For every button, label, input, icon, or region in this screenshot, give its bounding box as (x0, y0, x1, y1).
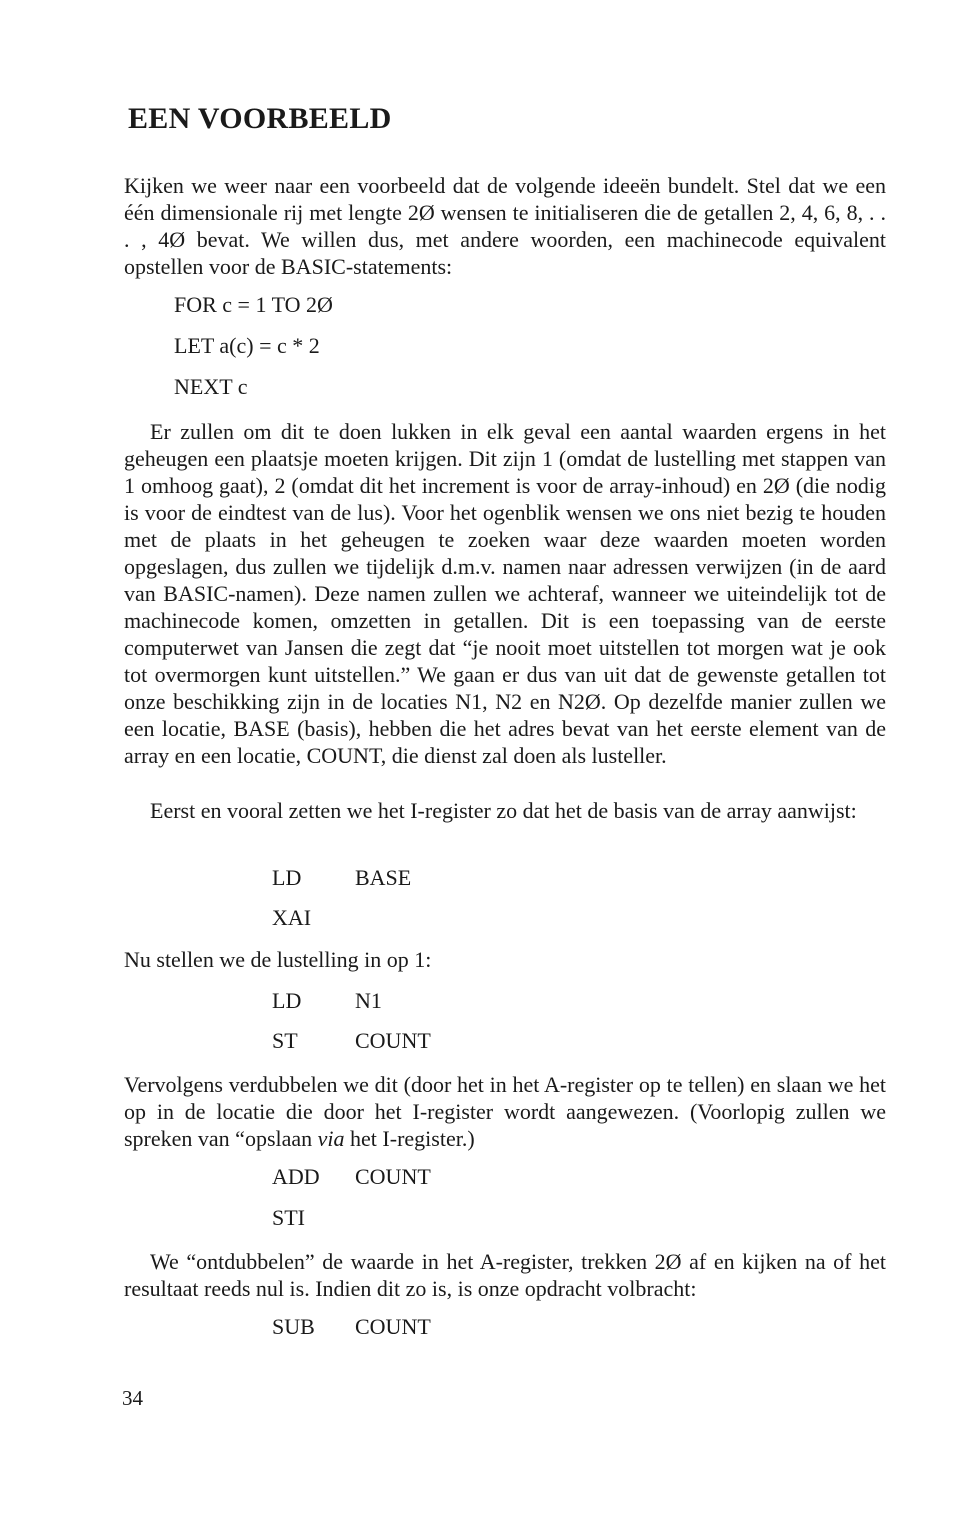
code-line (272, 904, 355, 931)
code-opcode: STI (272, 1205, 305, 1230)
paragraph-double-value (124, 1071, 886, 1152)
code-opcode: SUB (272, 1314, 315, 1339)
code-operand: COUNT (355, 1028, 431, 1053)
code-operand: BASE (355, 865, 412, 890)
code-line (272, 1204, 355, 1231)
page-number: 34 (122, 1386, 143, 1410)
code-line (272, 1313, 431, 1340)
code-line (272, 987, 382, 1014)
italic-via: via (317, 1126, 345, 1151)
basic-statement-for: FOR c = 1 TO 2Ø (174, 292, 333, 317)
paragraph-text: het I-register.) (344, 1126, 475, 1151)
code-line (272, 1027, 431, 1054)
code-opcode: XAI (272, 905, 312, 930)
paragraph-undouble: We “ontdubbelen” de waarde in het A-register, trekken 2Ø af en kijken na of het resultaat reeds nul is. Indien dit zo is, is onze opdracht volbracht: (124, 1249, 886, 1301)
section-heading: EEN VOORBEELD (128, 102, 392, 135)
paragraph-storage-values: Er zullen om dit te doen lukken in elk geval een aantal waarden ergens in het geheugen een plaatsje moeten krijgen. Dit zijn 1 (omdat de lustelling met stappen van 1 omhoog gaat), 2 (omdat dit het increment is voor de array-inhoud) en 2Ø (die nodig is voor de eindtest van de lus). Voor het ogenblik wensen we ons niet bezig te houden met de plaats in het geheugen te zoeken waar deze waarden moeten worden opgeslagen, dus zullen we tijdelijk d.m.v. namen naar adressen verwijzen (in de aard van BASIC-namen). Deze namen zullen we achteraf, wanneer we uiteindelijk tot de machinecode komen, omzetten in getallen. Dit is een toepassing van de eerste computerwet van Jansen die zegt dat “je nooit moet uitstellen tot morgen wat je ook tot overmorgen kunt uitstellen.” We gaan er dus van uit dat de gewenste getallen tot onze beschikking zijn in de locaties N1, N2 en N2Ø. Op dezelfde manier zullen we een locatie, BASE (basis), hebben die het adres bevat van het eerste element van de array en een locatie, COUNT, die dienst zal doen als lusteller. (124, 419, 886, 768)
basic-statement-next: NEXT c (174, 374, 248, 399)
code-opcode: ADD (272, 1164, 320, 1189)
code-operand: COUNT (355, 1164, 431, 1189)
paragraph-set-i-register: Eerst en vooral zetten we het I-register zo dat het de basis van de array aanwijst: (150, 798, 857, 823)
code-opcode: LD (272, 865, 302, 890)
code-operand: COUNT (355, 1314, 431, 1339)
code-operand: N1 (355, 988, 382, 1013)
basic-statement-let: LET a(c) = c * 2 (174, 333, 320, 358)
code-opcode: LD (272, 988, 302, 1013)
paragraph-set-counter: Nu stellen we de lustelling in op 1: (124, 947, 432, 972)
code-line (272, 1163, 431, 1190)
code-opcode: ST (272, 1028, 298, 1053)
paragraph-text: Vervolgens verdubbelen we dit (door het in het A-register op te tellen) en slaan we het op in de locatie die door het I-register wordt aangewezen. (Voorlopig zullen we spreken van “opslaan (124, 1072, 886, 1151)
paragraph-intro: Kijken we weer naar een voorbeeld dat de volgende ideeën bundelt. Stel dat we een één dimensionale rij met lengte 2Ø wensen te initialiseren die de getallen 2, 4, 6, 8, . . . , 4Ø bevat. We willen dus, met andere woorden, een machinecode equivalent opstellen voor de BASIC-statements: (124, 173, 886, 279)
code-line (272, 864, 411, 891)
